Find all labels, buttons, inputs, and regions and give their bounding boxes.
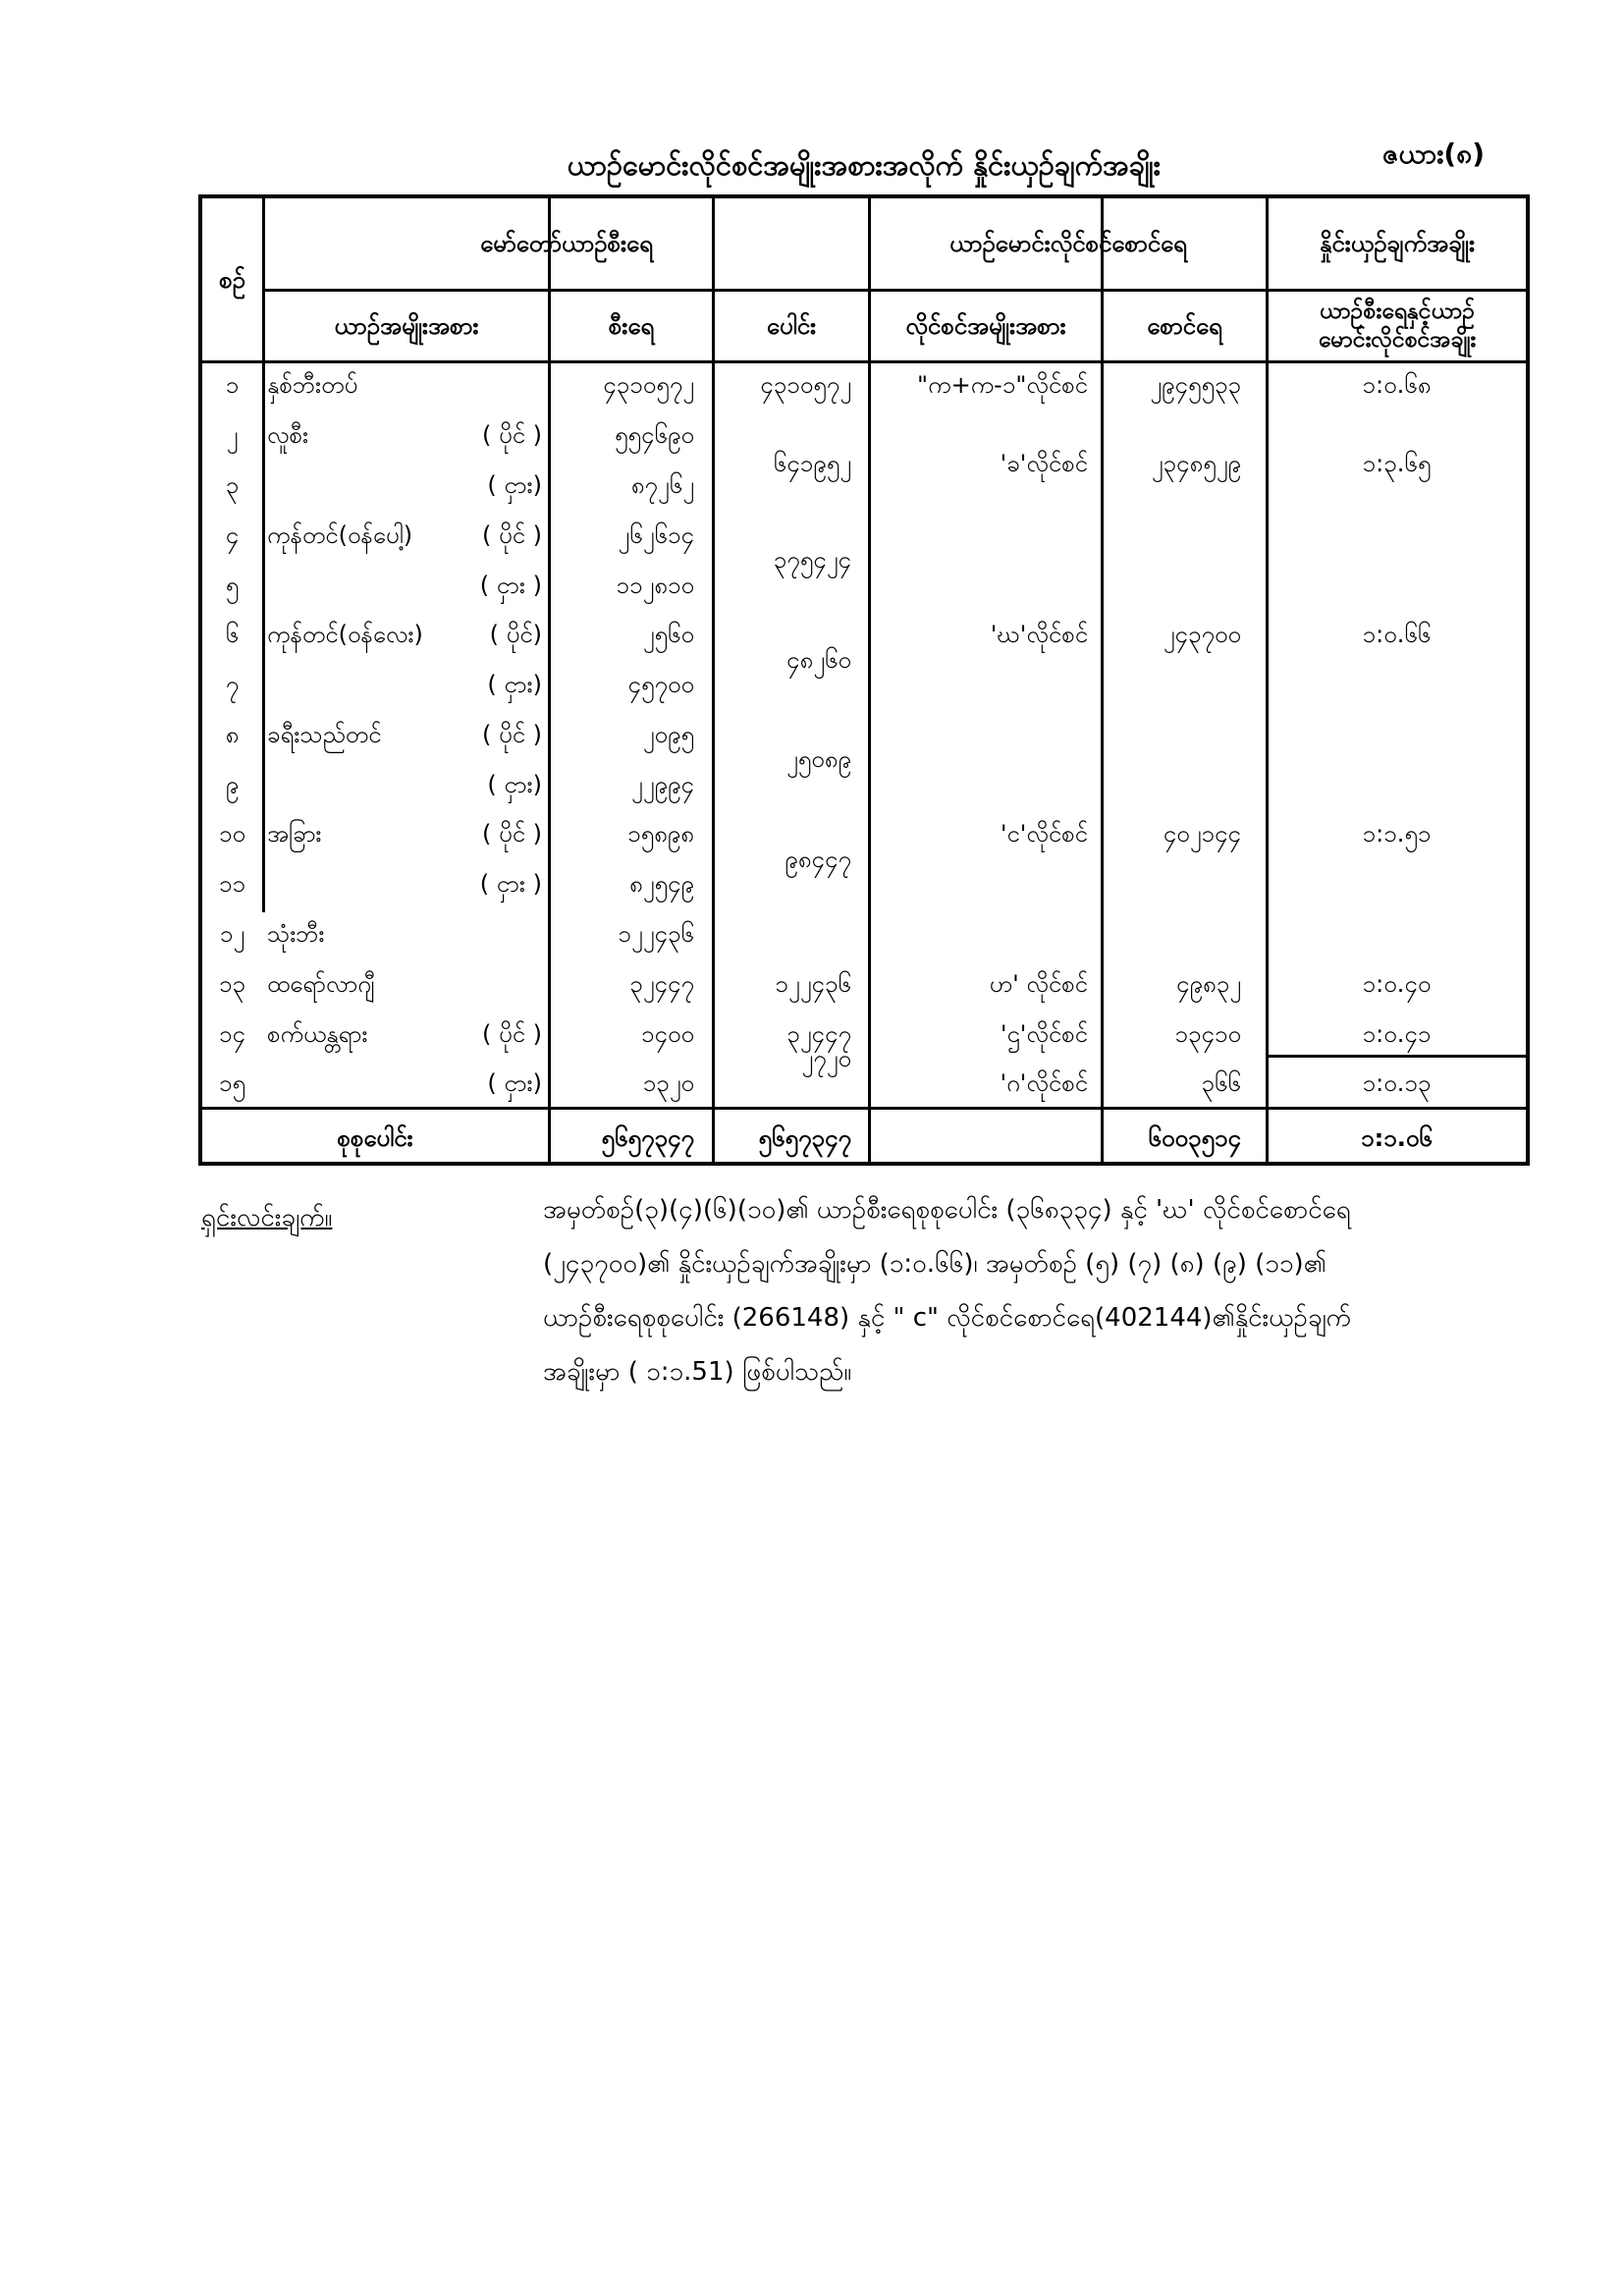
row-serial: ၄ bbox=[225, 521, 240, 549]
license-type-label: 'ဌ'လိုင်စင် bbox=[1000, 1020, 1088, 1048]
ratio-value: ၁:၀.၄၀ bbox=[1362, 970, 1432, 998]
pool-value: ၄၃၁၀၅၇၂ bbox=[760, 371, 851, 399]
grand-total-ratio: ၁:၁.၀၆ bbox=[1361, 1124, 1433, 1152]
pool-value: ၄၈၂၆၀ bbox=[786, 646, 851, 674]
ownership-label: ( ပိုင် ) bbox=[482, 820, 542, 847]
note-line: ယာဉ်စီးရေစုစုပေါင်း (266148) နှင့် " c" လိုင်စင်စောင်ရေ(402144)၏နှိုင်းယှဉ်ချက် bbox=[543, 1303, 1351, 1333]
ownership-label: ( ပိုင်) bbox=[489, 621, 542, 648]
row-serial: ၁၅ bbox=[219, 1069, 245, 1097]
ownership-label: ( ပိုင် ) bbox=[482, 421, 542, 449]
ownership-label: ( ငှား) bbox=[487, 671, 542, 698]
license-count-value: ၄၀၂၁၄၄ bbox=[1163, 820, 1241, 847]
vehicle-count-value: ၄၅၇၀၀ bbox=[627, 671, 694, 698]
pool-value: ၉၈၄၄၇ bbox=[785, 846, 851, 873]
ownership-label: ( ငှား) bbox=[487, 771, 542, 798]
vehicle-type-cell bbox=[267, 1059, 542, 1108]
pool-value: ၆၄၁၉၅၂ bbox=[773, 450, 851, 477]
license-count-value: ၂၃၄၈၅၂၉ bbox=[1151, 450, 1241, 477]
vehicle-type-cell bbox=[267, 610, 542, 659]
ratio-value: ၁:၁.၅၁ bbox=[1362, 820, 1432, 847]
vehicle-count-value: ၁၅၈၉၈ bbox=[627, 820, 694, 847]
row-serial: ၁၄ bbox=[219, 1020, 245, 1048]
note-line: အမှတ်စဉ်(၃)(၄)(၆)(၁၀)၏ ယာဉ်စီးရေစုစုပေါင်း (၃၆၈၃၃၄) နှင့် 'ဃ' လိုင်စင်စောင်ရေ bbox=[543, 1195, 1351, 1225]
page-title: ယာဉ်မောင်းလိုင်စင်အမျိုးအစားအလိုက် နှိုင်းယှဉ်ချက်အချိုး bbox=[567, 148, 1162, 182]
header-license-count: စောင်ရေ bbox=[1147, 312, 1222, 340]
header-ratio-sub-line1: ယာဉ်စီးရေနှင့်ယာဉ် bbox=[1319, 299, 1476, 325]
license-type-label: 'ဃ'လိုင်စင် bbox=[990, 621, 1088, 648]
vehicle-type-label: နှစ်ဘီးတပ် bbox=[267, 371, 358, 399]
vehicle-type-cell bbox=[267, 959, 542, 1009]
pool-value: ၃၇၅၄၂၄ bbox=[773, 546, 851, 574]
header-ratio-sub-line2: မောင်းလိုင်စင်အချိုး bbox=[1318, 327, 1477, 353]
license-count-value: ၂၉၄၅၅၃၃ bbox=[1150, 371, 1241, 399]
comparison-table bbox=[198, 194, 1530, 1166]
vehicle-count-value: ၂၂၉၉၄ bbox=[630, 771, 694, 798]
header-serial: စဉ် bbox=[219, 265, 245, 294]
vehicle-type-cell bbox=[267, 461, 542, 510]
header-license-group: ယာဉ်မောင်းလိုင်စင်စောင်ရေ bbox=[949, 230, 1187, 257]
vehicle-type-cell bbox=[267, 809, 542, 858]
license-count-value: ၂၄၃၇၀၀ bbox=[1163, 621, 1241, 648]
note-label: ရှင်းလင်းချက်။ bbox=[201, 1203, 333, 1232]
vehicle-count-value: ၅၅၄၆၉၀ bbox=[615, 421, 694, 449]
row-serial: ၃ bbox=[225, 471, 240, 499]
ownership-label: ( ပိုင် ) bbox=[482, 521, 542, 549]
row-serial: ၁၂ bbox=[219, 920, 245, 948]
vehicle-type-cell bbox=[267, 360, 542, 410]
vehicle-type-cell bbox=[267, 909, 542, 958]
note-line: (၂၄၃၇၀၀)၏ နှိုင်းယှဉ်ချက်အချိုးမှာ (၁:၀.၆၆)၊ အမှတ်စဉ် (၅) (၇) (၈) (၉) (၁၁)၏ bbox=[543, 1249, 1326, 1279]
vehicle-type-label: လူစီး bbox=[267, 421, 309, 449]
row-serial: ၅ bbox=[225, 572, 240, 599]
vehicle-count-value: ၂၆၂၆၁၄ bbox=[618, 521, 694, 549]
row-serial: ၁ bbox=[225, 371, 240, 399]
row-serial: ၉ bbox=[225, 771, 240, 798]
pool-value: ၂၅၀၈၉ bbox=[786, 745, 851, 773]
vehicle-count-value: ၃၂၄၄၇ bbox=[629, 970, 694, 998]
note-line: အချိုးမှာ ( ၁:၁.51) ဖြစ်ပါသည်။ bbox=[543, 1357, 852, 1387]
license-count-value: ၄၉၈၃၂ bbox=[1176, 970, 1241, 998]
vehicle-count-value: ၈၇၂၆၂ bbox=[630, 471, 694, 499]
header-pool: ပေါင်း bbox=[766, 312, 817, 340]
vehicle-count-value: ၈၂၅၄၉ bbox=[629, 870, 694, 898]
license-count-value: ၁၃၄၁၀ bbox=[1174, 1020, 1241, 1048]
ratio-value: ၁:၀.၆၆ bbox=[1362, 621, 1432, 648]
license-type-label: ဟ' လိုင်စင် bbox=[989, 970, 1088, 998]
ownership-label: ( ငှား ) bbox=[479, 572, 542, 599]
ratio-value: ၁:၃.၆၅ bbox=[1362, 450, 1432, 477]
row-serial: ၁၁ bbox=[219, 870, 245, 898]
row-serial: ၈ bbox=[225, 721, 240, 748]
vehicle-type-cell bbox=[267, 511, 542, 560]
vehicle-type-cell bbox=[267, 710, 542, 759]
ratio-value: ၁:၀.၆၈ bbox=[1362, 371, 1432, 399]
grand-total-pool: ၅၆၅၇၃၄၇ bbox=[758, 1124, 851, 1152]
ownership-label: ( ငှား) bbox=[487, 471, 542, 499]
header-license-type: လိုင်စင်အမျိုးအစား bbox=[905, 312, 1066, 340]
license-count-value: ၃၆၆ bbox=[1201, 1069, 1241, 1097]
vehicle-type-label: ကုန်တင်(ဝန်ပေါ့) bbox=[267, 521, 413, 549]
vehicle-type-cell bbox=[267, 561, 542, 610]
header-vehicle-count: စီးရေ bbox=[608, 312, 655, 340]
ownership-label: ( ပိုင် ) bbox=[482, 721, 542, 748]
vehicle-count-value: ၁၄၀၀ bbox=[641, 1020, 694, 1048]
vehicle-type-label: အခြား bbox=[267, 820, 322, 847]
row-serial: ၁၀ bbox=[219, 820, 245, 847]
pool-value: ၃၂၄၄၇ bbox=[786, 1020, 851, 1048]
license-type-label: 'ခ'လိုင်စင် bbox=[1000, 450, 1088, 477]
row-serial: ၂ bbox=[226, 421, 239, 449]
ratio-value: ၁:၀.၄၁ bbox=[1362, 1020, 1432, 1048]
vehicle-type-label: ထရော်လာဂျီ bbox=[267, 970, 375, 998]
vehicle-count-value: ၄၃၁၀၅၇၂ bbox=[603, 371, 694, 399]
vehicle-type-label: သုံးဘီး bbox=[267, 920, 325, 948]
grand-total-vehicle-count: ၅၆၅၇၃၄၇ bbox=[601, 1124, 694, 1152]
vehicle-type-cell bbox=[267, 660, 542, 709]
license-type-label: 'င'လိုင်စင် bbox=[1000, 820, 1088, 847]
ratio-value: ၁:၀.၁၃ bbox=[1362, 1069, 1432, 1097]
vehicle-count-value: ၁၂၂၄၃၆ bbox=[618, 920, 694, 948]
row-serial: ၇ bbox=[225, 671, 240, 698]
vehicle-count-value: ၁၁၂၈၁၀ bbox=[616, 572, 694, 599]
pool-value: ၁၂၂၄၃၆ bbox=[775, 970, 851, 998]
row-serial: ၆ bbox=[225, 621, 240, 648]
header-ratio-group: နှိုင်းယှဉ်ချက်အချိုး bbox=[1319, 230, 1476, 257]
vehicle-type-cell bbox=[267, 760, 542, 809]
vehicle-count-value: ၁၃၂၀ bbox=[642, 1069, 694, 1097]
header-vehicle-group: မော်တော်ယာဉ်စီးရေ bbox=[480, 230, 653, 257]
vehicle-count-value: ၂၅၆၀ bbox=[642, 621, 694, 648]
vehicle-type-label: စက်ယန္တရား bbox=[267, 1020, 368, 1048]
license-type-label: "က+က-၁"လိုင်စင် bbox=[917, 371, 1088, 399]
vehicle-type-label: ခရီးသည်တင် bbox=[267, 721, 382, 748]
header-vehicle-type: ယာဉ်အမျိုးအစား bbox=[334, 312, 479, 340]
table-number-tag: ဇယား(၈) bbox=[1381, 137, 1486, 170]
vehicle-type-cell bbox=[267, 410, 542, 460]
header-ratio-sub bbox=[1269, 292, 1526, 360]
grand-total-license-count: ၆၀၀၃၅၁၄ bbox=[1148, 1124, 1241, 1152]
row-serial: ၁၃ bbox=[219, 970, 245, 998]
vehicle-type-label: ကုန်တင်(ဝန်လေး) bbox=[267, 621, 423, 648]
license-type-label: 'ဂ'လိုင်စင် bbox=[1000, 1069, 1088, 1097]
ownership-label: ( ငှား) bbox=[487, 1069, 542, 1097]
pool-value: ၂၇၂၀ bbox=[801, 1045, 851, 1072]
ownership-label: ( ငှား ) bbox=[479, 870, 542, 898]
grand-total-label: စုစုပေါင်း bbox=[337, 1124, 413, 1152]
vehicle-type-cell bbox=[267, 1010, 542, 1059]
vehicle-type-cell bbox=[267, 859, 542, 908]
vehicle-count-value: ၂၀၉၅ bbox=[642, 721, 694, 748]
ownership-label: ( ပိုင် ) bbox=[482, 1020, 542, 1048]
note-paragraph bbox=[543, 1183, 1505, 1399]
